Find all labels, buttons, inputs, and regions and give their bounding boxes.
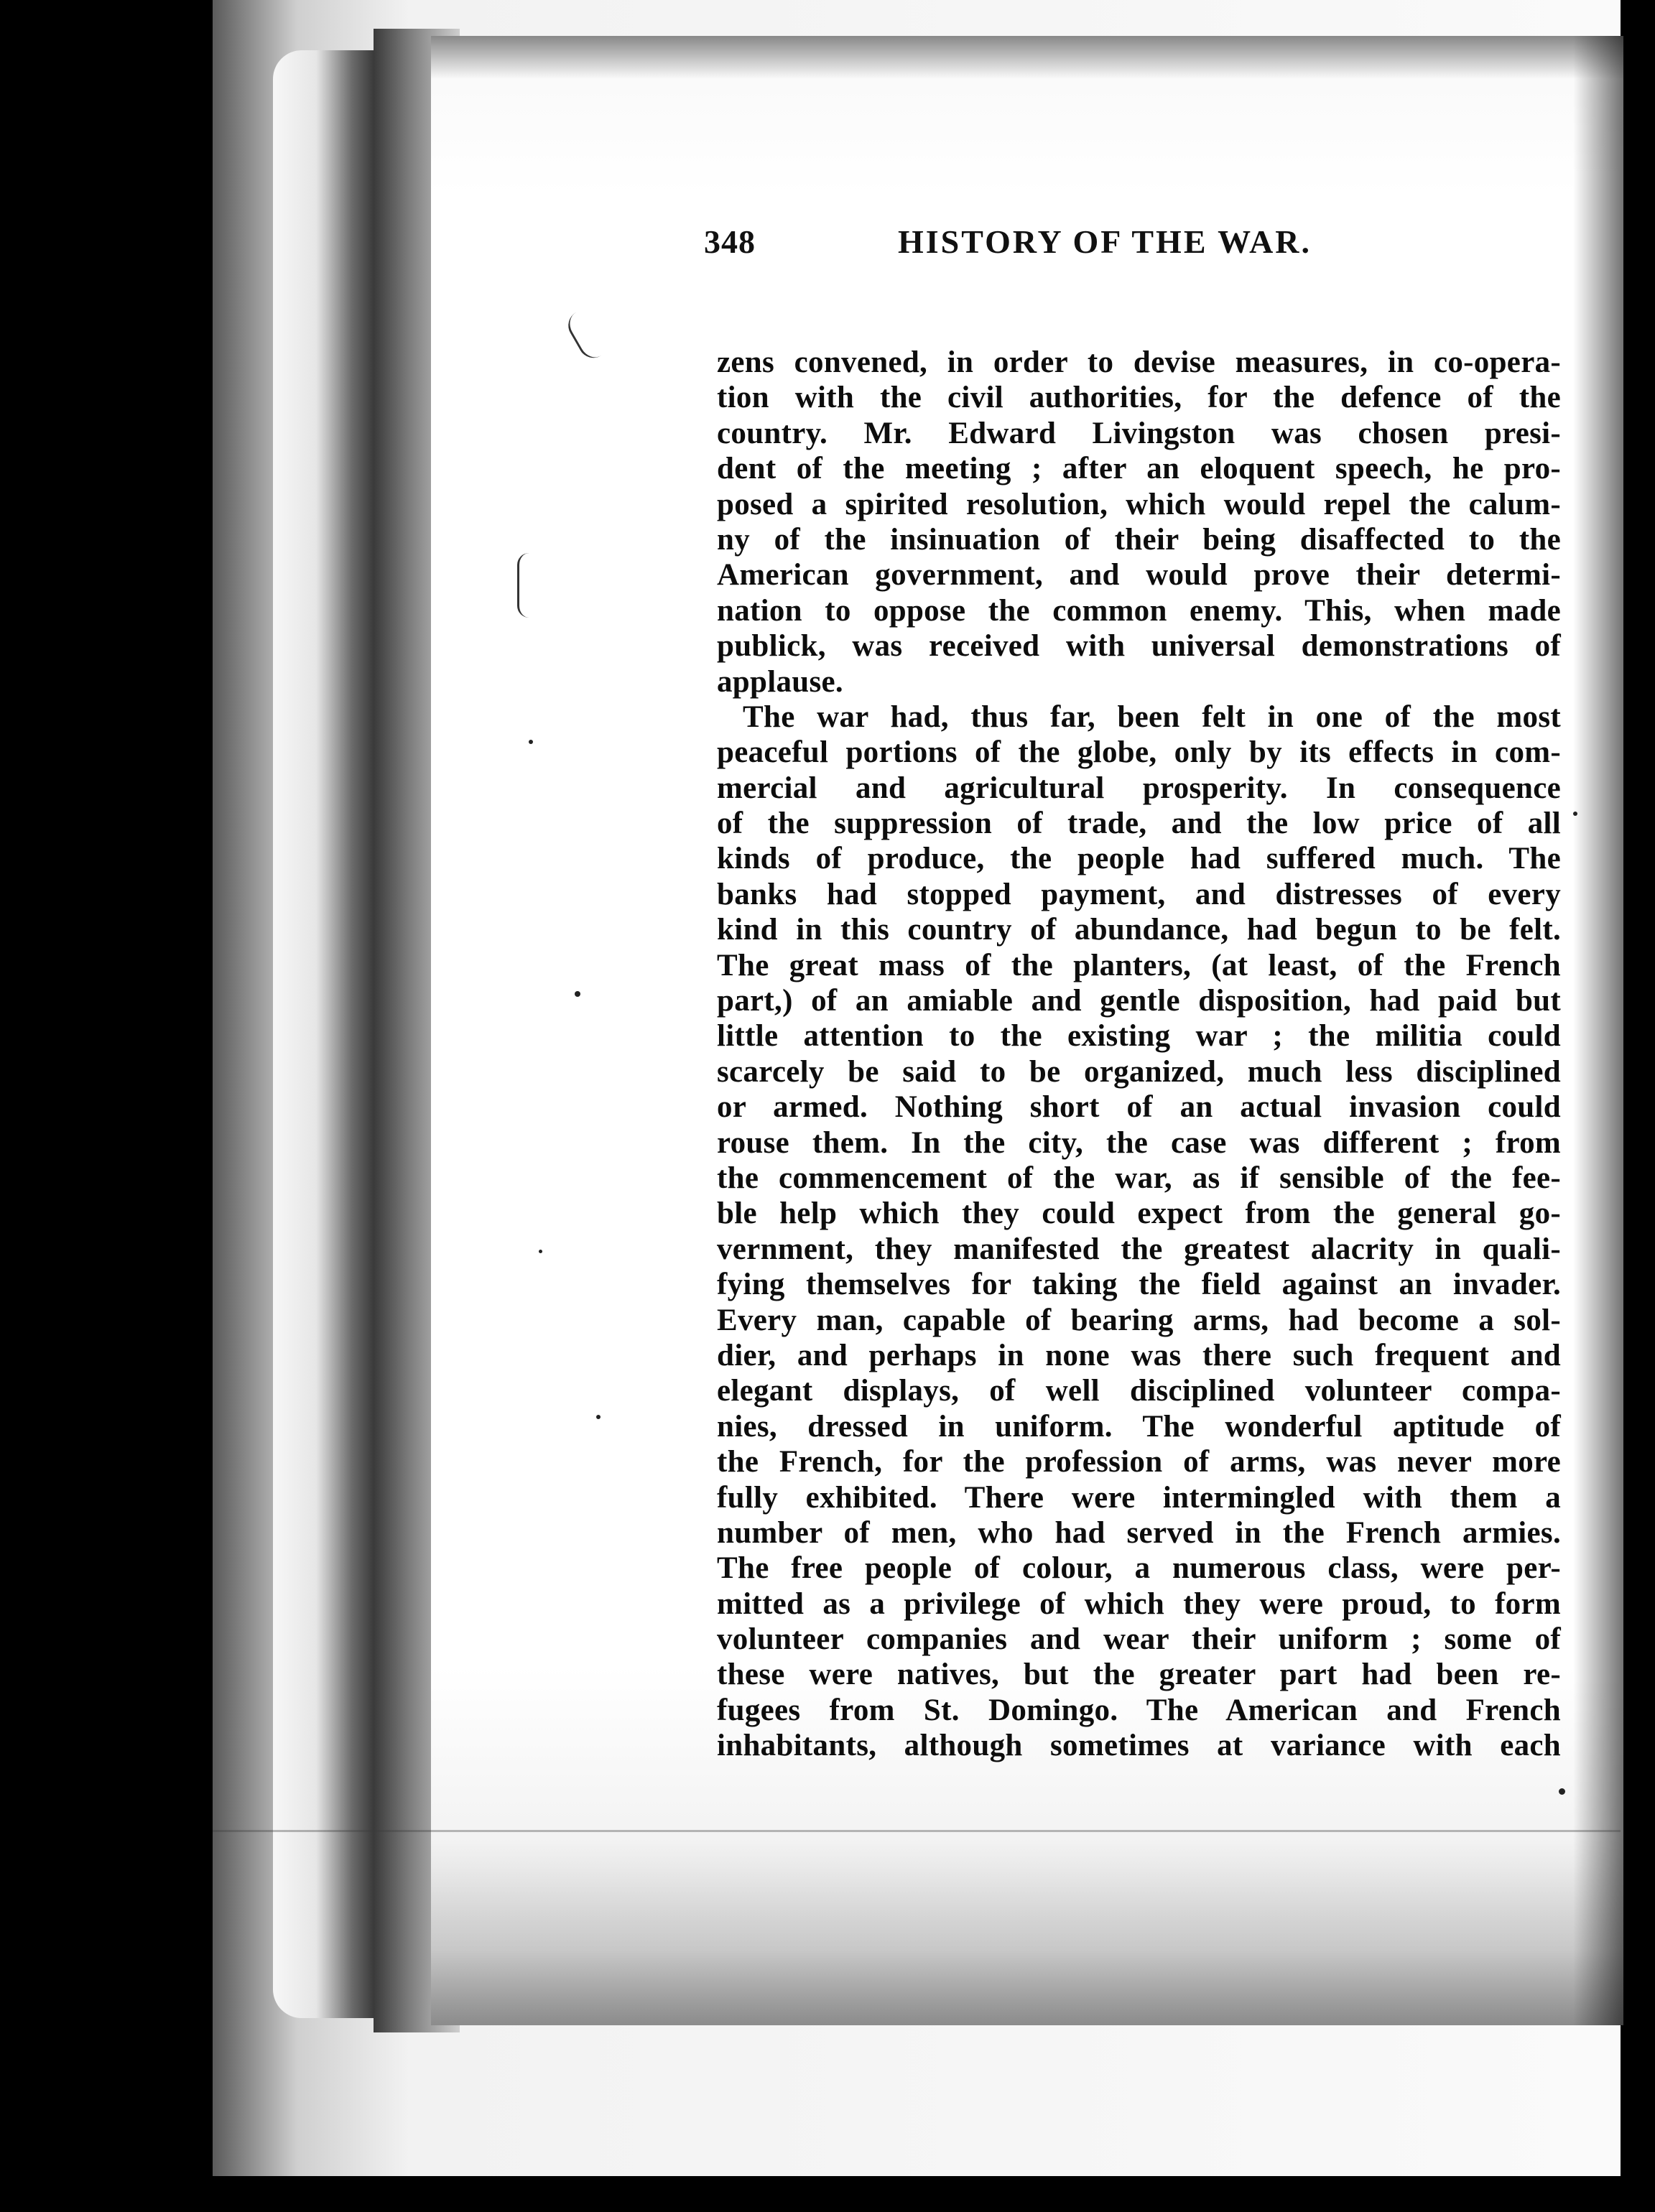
speck bbox=[539, 1250, 542, 1253]
text-line: fying themselves for taking the field against an invader. bbox=[717, 1268, 1561, 1302]
text-line: fugees from St. Domingo. The American and French bbox=[717, 1693, 1561, 1727]
text-line: the French, for the profession of arms, was never more bbox=[717, 1445, 1561, 1479]
text-line: banks had stopped payment, and distresses of every bbox=[717, 877, 1561, 911]
text-line: dier, and perhaps in none was there such frequent and bbox=[717, 1338, 1561, 1372]
text-line: posed a spirited resolution, which would repel the calum- bbox=[717, 487, 1561, 521]
text-line: kind in this country of abundance, had begun to be felt. bbox=[717, 913, 1561, 947]
text-line: ble help which they could expect from the general go- bbox=[717, 1196, 1561, 1231]
text-line: little attention to the existing war ; the militia could bbox=[717, 1019, 1561, 1054]
paragraph-start: The war had, thus far, been felt in one of the most bbox=[743, 700, 1561, 734]
text-line: peaceful portions of the globe, only by its effects in com- bbox=[717, 735, 1561, 770]
body-text bbox=[717, 345, 1561, 1764]
text-line: fully exhibited. There were intermingled with them a bbox=[717, 1480, 1561, 1515]
text-line: nies, dressed in uniform. The wonderful aptitude of bbox=[717, 1409, 1561, 1444]
text-line: rouse them. In the city, the case was different ; from bbox=[717, 1125, 1561, 1160]
running-title: HISTORY OF THE WAR. bbox=[898, 223, 1312, 260]
text-line: tion with the civil authorities, for the defence of the bbox=[717, 381, 1561, 415]
bottom-shadow bbox=[431, 1839, 1623, 2025]
text-line: American government, and would prove their determi- bbox=[717, 558, 1561, 592]
text-line: mitted as a privilege of which they were proud, to form bbox=[717, 1586, 1561, 1621]
speck bbox=[1559, 1788, 1565, 1795]
page-top-shadow bbox=[431, 36, 1623, 79]
text-line: of the suppression of trade, and the low price of all bbox=[717, 807, 1561, 841]
speck bbox=[1573, 812, 1577, 816]
text-line: elegant displays, of well disciplined volunteer compa- bbox=[717, 1374, 1561, 1408]
running-head bbox=[704, 223, 1655, 273]
text-line: scarcely be said to be organized, much less disciplined bbox=[717, 1054, 1561, 1089]
page-number: 348 bbox=[704, 223, 756, 260]
fold-line bbox=[213, 1830, 1621, 1832]
page-right-shadow bbox=[1573, 36, 1623, 2025]
text-line: country. Mr. Edward Livingston was chosen presi- bbox=[717, 416, 1561, 450]
text-line: Every man, capable of bearing arms, had become a sol- bbox=[717, 1303, 1561, 1337]
text-line: kinds of produce, the people had suffered much. The bbox=[717, 842, 1561, 876]
text-line: vernment, they manifested the greatest alacrity in quali- bbox=[717, 1232, 1561, 1266]
text-line: ny of the insinuation of their being disaffected to the bbox=[717, 522, 1561, 557]
speck bbox=[575, 991, 580, 997]
text-line: dent of the meeting ; after an eloquent speech, he pro- bbox=[717, 452, 1561, 486]
text-line: The free people of colour, a numerous class, were per- bbox=[717, 1551, 1561, 1586]
text-line: volunteer companies and wear their uniform ; some of bbox=[717, 1622, 1561, 1657]
text-line: nation to oppose the common enemy. This, when made bbox=[717, 593, 1561, 628]
speck bbox=[596, 1415, 601, 1419]
text-line: inhabitants, although sometimes at variance with each bbox=[717, 1729, 1561, 1763]
text-line: or armed. Nothing short of an actual invasion could bbox=[717, 1090, 1561, 1125]
text-line: The great mass of the planters, (at least, of the French bbox=[717, 948, 1561, 982]
text-line: number of men, who had served in the French armies. bbox=[717, 1515, 1561, 1550]
text-line: mercial and agricultural prosperity. In consequence bbox=[717, 771, 1561, 805]
pencil-mark bbox=[562, 305, 614, 363]
pencil-mark bbox=[517, 553, 541, 618]
text-line: applause. bbox=[717, 664, 843, 699]
speck bbox=[529, 740, 533, 744]
book-page bbox=[431, 36, 1623, 2025]
text-line: these were natives, but the greater part had been re- bbox=[717, 1658, 1561, 1692]
text-line: zens convened, in order to devise measures, in co-opera- bbox=[717, 345, 1561, 379]
text-line: the commencement of the war, as if sensible of the fee- bbox=[717, 1161, 1561, 1195]
text-line: part,) of an amiable and gentle disposition, had paid but bbox=[717, 984, 1561, 1018]
text-line: publick, was received with universal demonstrations of bbox=[717, 629, 1561, 664]
